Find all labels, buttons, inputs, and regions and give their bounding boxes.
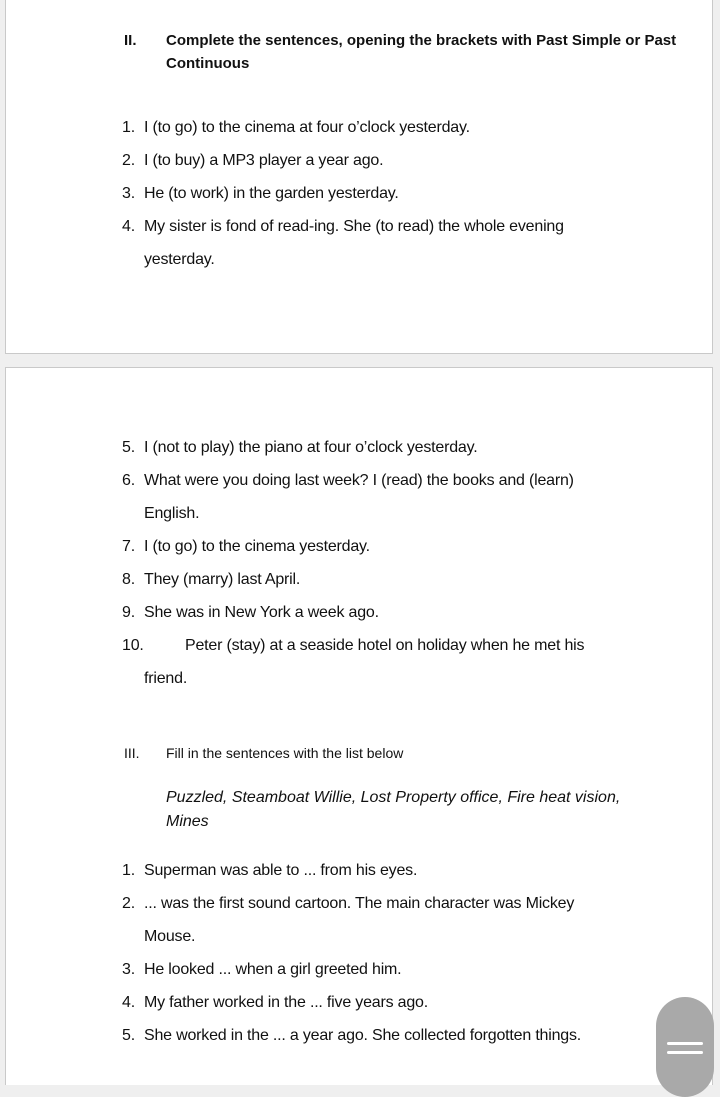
word-list: Puzzled, Steamboat Willie, Lost Property office, Fire heat vision, Mines (166, 789, 621, 830)
item-number: 7. (122, 538, 135, 555)
item-text: My father worked in the ... five years ago. (144, 994, 428, 1011)
item-text: Superman was able to ... from his eyes. (144, 862, 418, 879)
item-number: 2. (122, 895, 135, 912)
item-number: 3. (122, 185, 135, 202)
item-number: 1. (122, 119, 135, 136)
item-number: 4. (122, 994, 135, 1011)
item-text-continuation: English. (144, 505, 200, 522)
scroll-handle[interactable] (656, 997, 714, 1097)
item-text: I (to go) to the cinema yesterday. (144, 538, 370, 555)
item-number: 2. (122, 152, 135, 169)
item-text: My sister is fond of read-ing. She (to read) the whole evening (144, 218, 564, 235)
item-text: ... was the first sound cartoon. The main character was Mickey (144, 895, 575, 912)
item-number: 5. (122, 1027, 135, 1044)
item-text: I (to buy) a MP3 player a year ago. (144, 152, 384, 169)
item-number: 10. (122, 637, 144, 654)
item-text: She was in New York a week ago. (144, 604, 379, 621)
section-number: III. (124, 745, 140, 761)
item-number: 4. (122, 218, 135, 235)
section-title: Complete the sentences, opening the brackets with Past Simple or Past Continuous (166, 32, 677, 72)
item-text: He looked ... when a girl greeted him. (144, 961, 402, 978)
item-text-continuation: yesterday. (144, 251, 215, 268)
item-text: He (to work) in the garden yesterday. (144, 185, 399, 202)
item-text-continuation: friend. (144, 670, 188, 687)
item-text: I (not to play) the piano at four o’clock yesterday. (144, 439, 478, 456)
item-number: 1. (122, 862, 135, 879)
item-text: Peter (stay) at a seaside hotel on holiday when he met his (185, 637, 585, 654)
section-title: Fill in the sentences with the list below (166, 745, 404, 761)
section-number: II. (124, 32, 137, 49)
item-text: They (marry) last April. (144, 571, 301, 588)
item-text: I (to go) to the cinema at four o’clock yesterday. (144, 119, 470, 136)
item-number: 6. (122, 472, 135, 489)
item-number: 9. (122, 604, 135, 621)
item-text: She worked in the ... a year ago. She collected forgotten things. (144, 1027, 582, 1044)
item-number: 8. (122, 571, 135, 588)
item-number: 5. (122, 439, 135, 456)
item-text: What were you doing last week? I (read) the books and (learn) (144, 472, 574, 489)
item-text-continuation: Mouse. (144, 928, 196, 945)
item-number: 3. (122, 961, 135, 978)
